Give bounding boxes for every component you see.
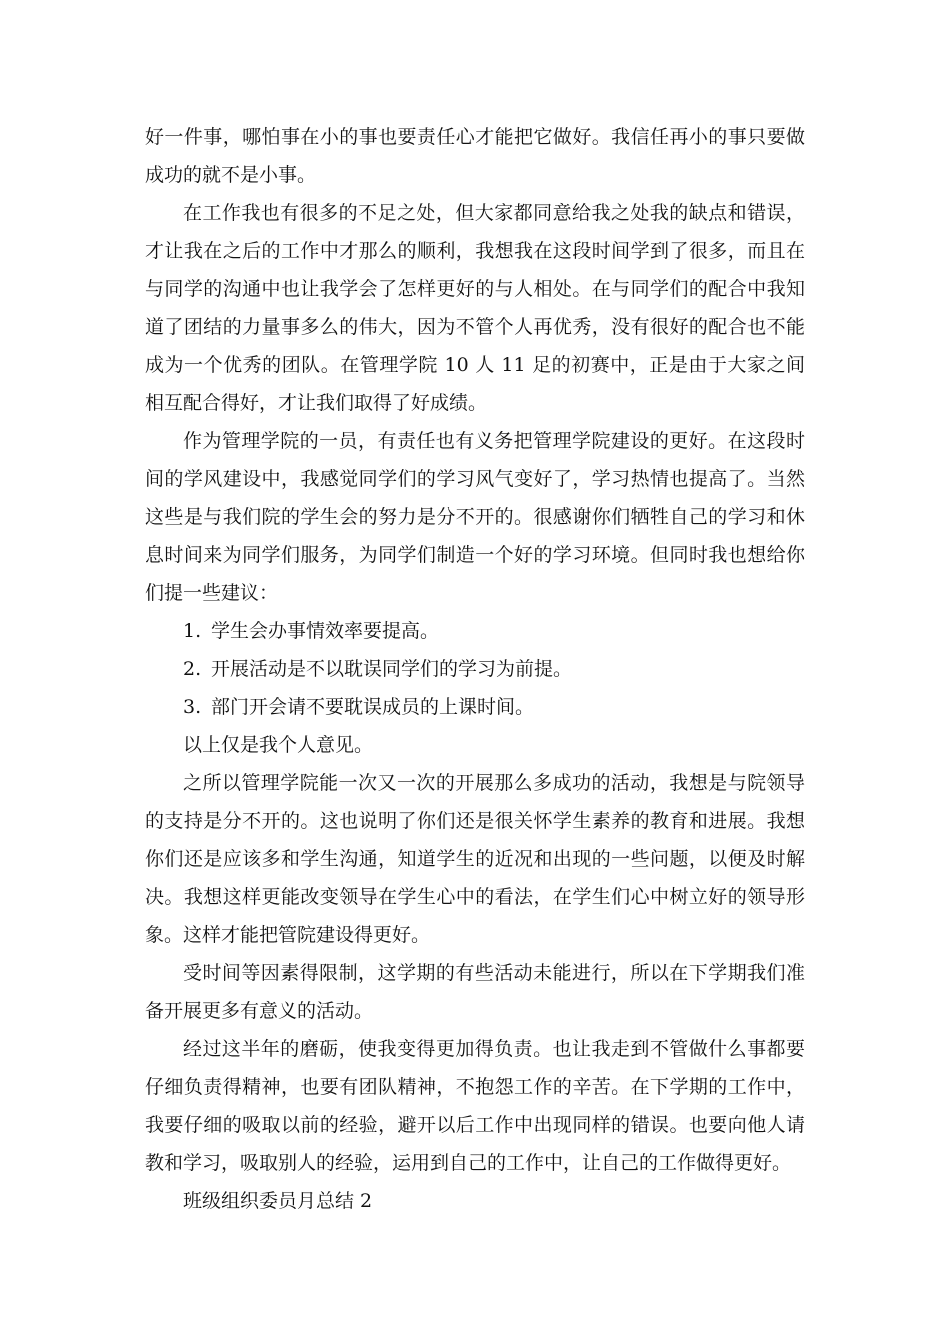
section-title: 班级组织委员月总结 2 [183,1190,373,1212]
paragraph-5: 受时间等因素得限制，这学期的有些活动未能进行，所以在下学期我们准备开展更多有意义的活动。 [145,962,805,1022]
list-text: 部门开会请不要耽误成员的上课时间。 [211,696,535,718]
paragraph-2: 在工作我也有很多的不足之处，但大家都同意给我之处我的缺点和错误，才让我在之后的工作中才那么的顺利，我想我在这段时间学到了很多，而且在与同学的沟通中也让我学会了怎样更好的与人相处。在与同学们的配合中我知道了团结的力量事多么的伟大，因为不管个人再优秀，没有很好的配合也不能成为一个优秀的团队。在管理学院 10 人 11 足的初赛中，正是由于大家之间相互配合得好，才让我们取得了好成绩。 [145,202,805,414]
list-number: 1. [183,620,202,642]
paragraph-4: 之所以管理学院能一次又一次的开展那么多成功的活动，我想是与院领导的支持是分不开的。这也说明了你们还是很关怀学生素养的教育和进展。我想你们还是应该多和学生沟通，知道学生的近况和出现的一些问题，以便及时解决。我想这样更能改变领导在学生心中的看法，在学生们心中树立好的领导形象。这样才能把管院建设得更好。 [145,772,805,946]
list-number: 3. [183,696,202,718]
list-number: 2. [183,658,202,680]
list-text: 学生会办事情效率要提高。 [211,620,440,642]
list-text: 开展活动是不以耽误同学们的学习为前提。 [211,658,573,680]
list-item-2 [145,650,805,688]
document-body [145,118,805,1220]
list-item-1 [145,612,805,650]
paragraph-opinion: 以上仅是我个人意见。 [183,734,374,756]
paragraph-6: 经过这半年的磨砺，使我变得更加得负责。也让我走到不管做什么事都要仔细负责得精神，也要有团队精神，不抱怨工作的辛苦。在下学期的工作中，我要仔细的吸取以前的经验，避开以后工作中出现同样的错误。也要向他人请教和学习，吸取别人的经验，运用到自己的工作中，让自己的工作做得更好。 [145,1038,805,1174]
paragraph-1: 好一件事，哪怕事在小的事也要责任心才能把它做好。我信任再小的事只要做成功的就不是小事。 [145,126,805,186]
paragraph-3: 作为管理学院的一员，有责任也有义务把管理学院建设的更好。在这段时间的学风建设中，我感觉同学们的学习风气变好了，学习热情也提高了。当然这些是与我们院的学生会的努力是分不开的。很感谢你们牺牲自己的学习和休息时间来为同学们服务，为同学们制造一个好的学习环境。但同时我也想给你们提一些建议： [145,430,805,604]
list-item-3 [145,688,805,726]
